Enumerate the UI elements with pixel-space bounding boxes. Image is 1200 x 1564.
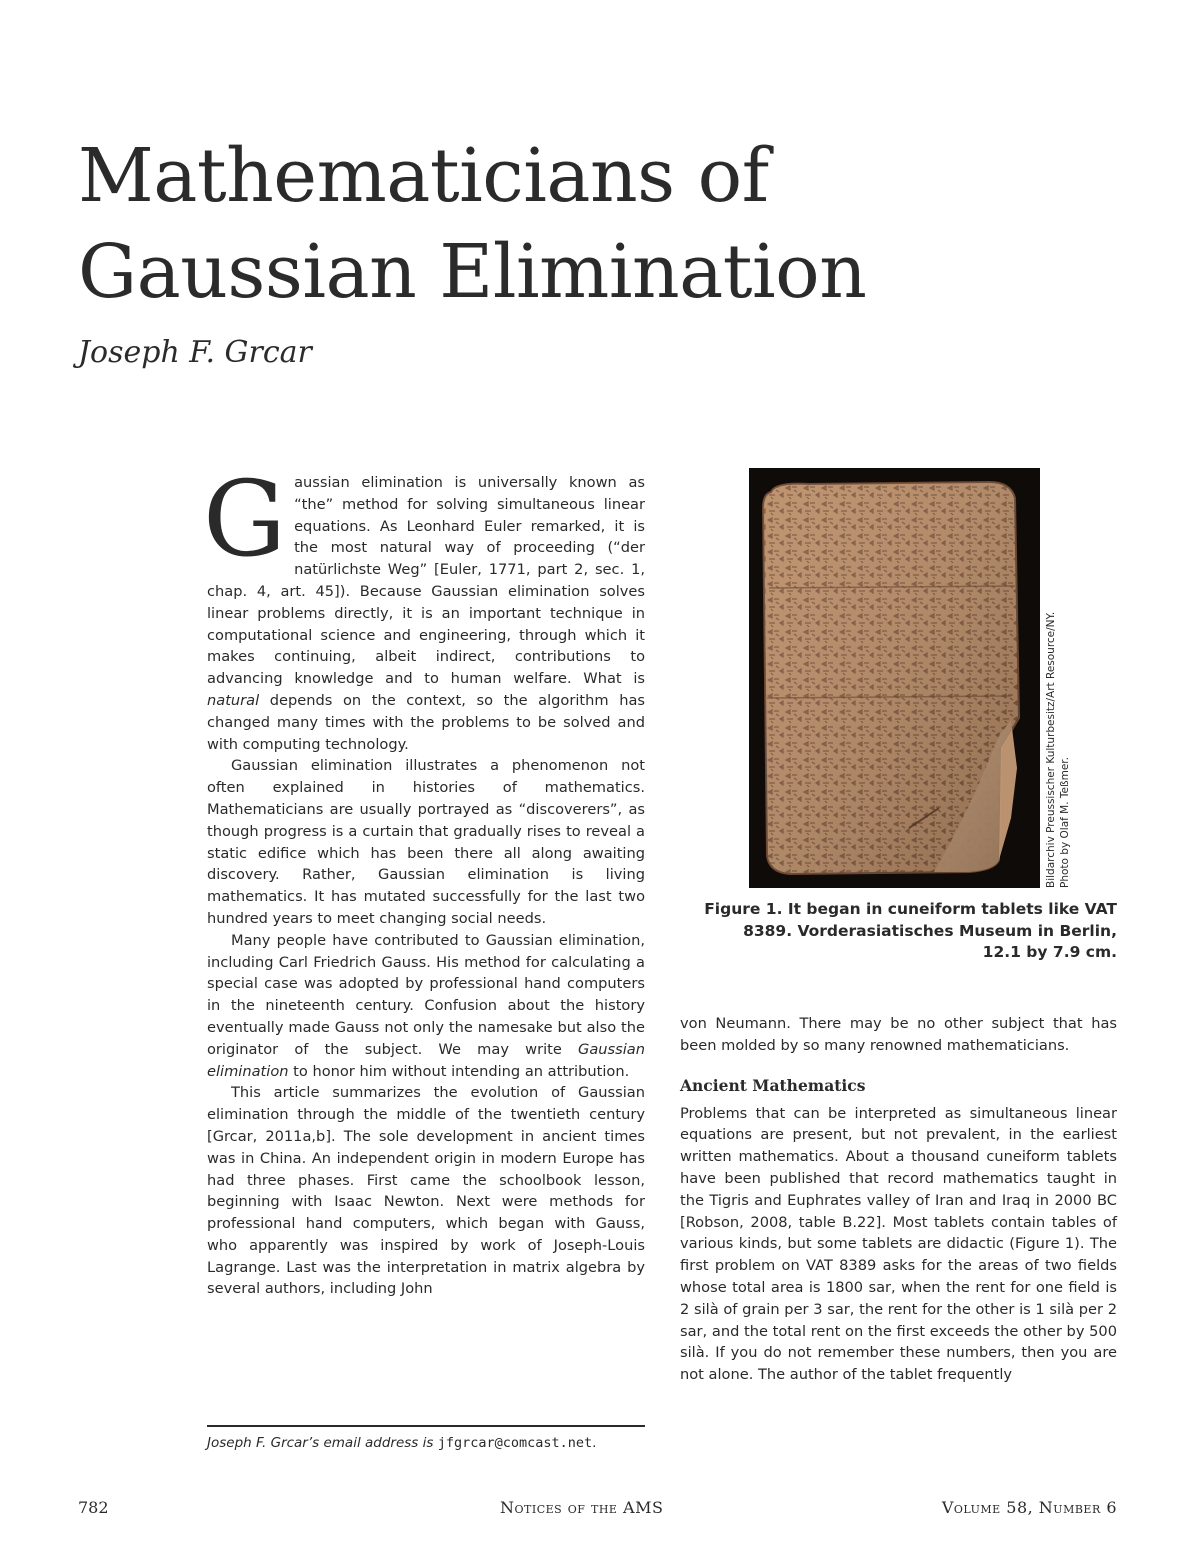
- intro-text: aussian elimination is universally known as “the” method for solving simultaneous linear equations. As Leonhard Euler remarked, it is the most natural way of proceeding (“der natürlichste Weg” [Euler, 1771, part 2, sec. 1, chap. 4, art. 45]). Because Gaussian elimination solves linear problems directly, it is an important technique in computational science and engineering, through which it makes continuing, albeit indirect, contributions to advancing knowledge and to human welfare. What is: [207, 474, 645, 688]
- footnote-period: .: [592, 1435, 597, 1451]
- page-number: 782: [78, 1498, 109, 1517]
- contributors-emphasis: Gaussian elimination: [207, 1040, 645, 1080]
- contributors-tail: to honor him without intending an attribution.: [288, 1062, 630, 1080]
- drop-cap: G: [203, 458, 287, 580]
- left-column: [203, 458, 645, 1300]
- paragraph-contributors: [207, 930, 645, 1083]
- intro-tail: depends on the context, so the algorithm has changed many times with the problems to be solved and with computing technology.: [207, 691, 645, 753]
- paragraph-intro: [203, 458, 645, 755]
- photo-credit-line-2: Photo by Olaf M. Teßmer.: [1059, 757, 1071, 888]
- footnote-rule: [207, 1425, 645, 1427]
- right-column: [680, 1013, 1117, 1386]
- photo-credit-line-1: Bildarchiv Preussischer Kulturbesitz/Art Resource/NY.: [1045, 611, 1057, 888]
- volume-issue: Volume 58, Number 6: [941, 1498, 1117, 1517]
- journal-name: Notices of the AMS: [500, 1498, 664, 1517]
- paragraph-phenomenon: Gaussian elimination illustrates a phenomenon not often explained in histories of mathematics. Mathematicians are usually portrayed as “discoverers”, as though progress is a curtain that gradually rises to reveal a static edifice which has been there all along awaiting discovery. Rather, Gaussian elimination is living mathematics. It has mutated successfully for the last two hundred years to meet changing social needs.: [207, 757, 645, 927]
- title-line-2: Gaussian Elimination: [78, 229, 867, 315]
- title-line-1: Mathematicians of: [78, 133, 769, 219]
- section-heading-ancient-mathematics: Ancient Mathematics: [680, 1075, 866, 1095]
- paragraph-summary: This article summarizes the evolution of Gaussian elimination through the middle of the twentieth century [Grcar, 2011a,b]. The sole development in ancient times was in China. An independent origin in modern Europe has had three phases. First came the schoolbook lesson, beginning with Isaac Newton. Next were methods for professional hand computers, which began with Gauss, who apparently was inspired by work of Joseph-Louis Lagrange. Last was the interpretation in matrix algebra by several authors, including John: [207, 1084, 645, 1298]
- author-name: Joseph F. Grcar: [78, 335, 312, 370]
- article-title: [78, 128, 866, 320]
- paragraph-von-neumann: von Neumann. There may be no other subject that has been molded by so many renowned mathematicians.: [680, 1015, 1117, 1054]
- footnote: [207, 1433, 667, 1453]
- footnote-label: Joseph F. Grcar’s email address is: [207, 1435, 434, 1451]
- photo-credit: [1044, 468, 1074, 888]
- figure-caption: Figure 1. It began in cuneiform tablets like VAT 8389. Vorderasiatisches Museum in Berlin, 12.1 by 7.9 cm.: [704, 900, 1117, 961]
- cuneiform-tablet-image: [749, 468, 1040, 888]
- figure-cuneiform-tablet: [749, 468, 1040, 888]
- author-email-link[interactable]: jfgrcar@comcast.net: [437, 1435, 593, 1451]
- paragraph-ancient: Problems that can be interpreted as simultaneous linear equations are present, but not prevalent, in the earliest written mathematics. About a thousand cuneiform tablets have been published that record mathematics taught in the Tigris and Euphrates valley of Iran and Iraq in 2000 BC [Robson, 2008, table B.22]. Most tablets contain tables of various kinds, but some tablets are didactic (Figure 1). The first problem on VAT 8389 asks for the areas of two fields whose total area is 1800 sar, when the rent for one field is 2 silà of grain per 3 sar, the rent for the other is 1 silà per 2 sar, and the total rent on the first exceeds the other by 500 silà. If you do not remember these numbers, then you are not alone. The author of the tablet frequently: [680, 1104, 1117, 1384]
- intro-emphasis: natural: [207, 691, 260, 709]
- contributors-text: Many people have contributed to Gaussian elimination, including Carl Friedrich Gauss. His method for calculating a special case was adopted by professional hand computers in the nineteenth century. Confusion about the history eventually made Gauss not only the namesake but also the originator of the subject. We may write: [207, 931, 645, 1058]
